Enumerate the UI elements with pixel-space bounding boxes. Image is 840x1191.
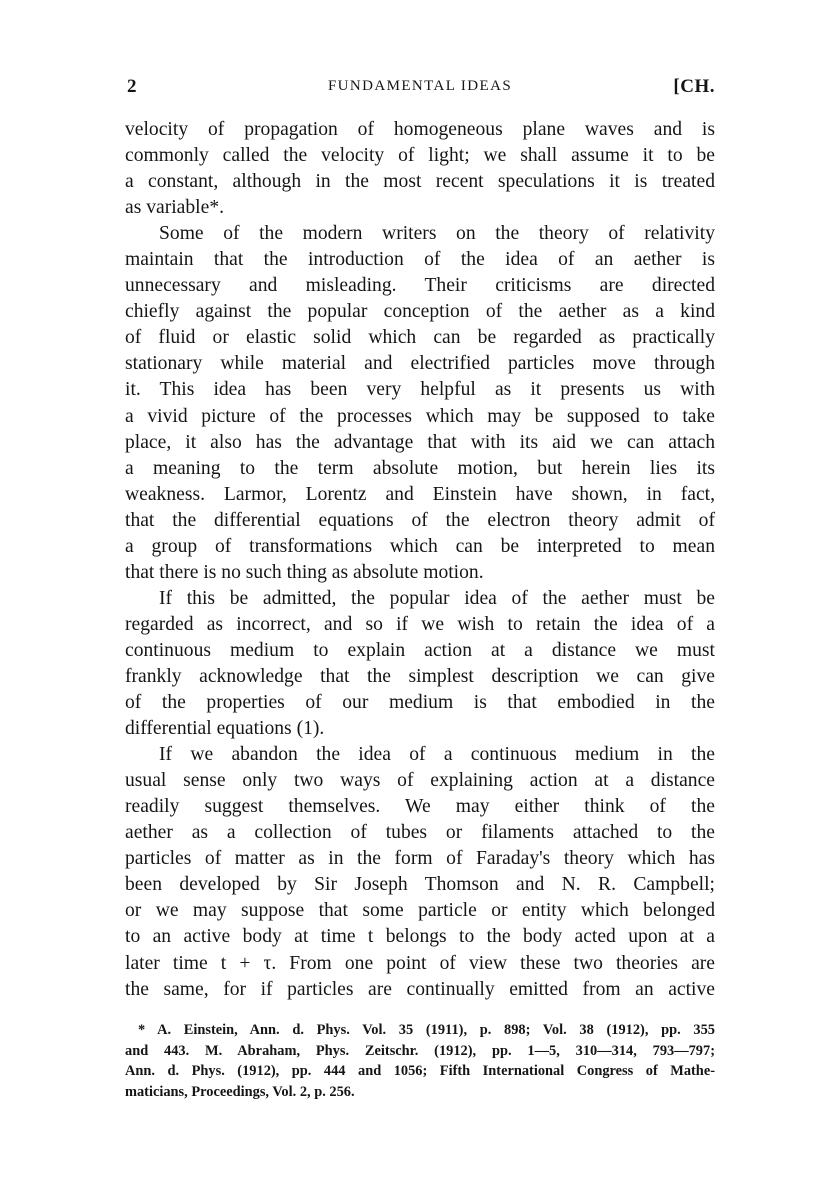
text-line: that there is no such thing as absolute motion.	[125, 561, 484, 583]
text-line: it. This idea has been very helpful as it presents us with	[125, 379, 715, 401]
footnote-line: maticians, Proceedings, Vol. 2, p. 256.	[125, 1083, 355, 1100]
footnote-line: and 443. M. Abraham, Phys. Zeitschr. (1912), pp. 1—5, 310—314, 793—797;	[125, 1042, 715, 1059]
text-line: a meaning to the term absolute motion, but herein lies its	[125, 457, 715, 479]
main-text	[125, 117, 715, 1003]
text-line: commonly called the velocity of light; we shall assume it to be	[125, 145, 715, 167]
text-line: unnecessary and misleading. Their criticisms are directed	[125, 275, 715, 297]
text-line: maintain that the introduction of the idea of an aether is	[125, 249, 715, 271]
text-line: place, it also has the advantage that with its aid we can attach	[125, 431, 715, 453]
text-line: regarded as incorrect, and so if we wish to retain the idea of a	[125, 613, 715, 635]
text-line: a group of transformations which can be interpreted to mean	[125, 535, 715, 557]
text-line: to an active body at time t belongs to the body acted upon at a	[125, 926, 715, 948]
footnote-line: * A. Einstein, Ann. d. Phys. Vol. 35 (1911), p. 898; Vol. 38 (1912), pp. 355	[138, 1022, 715, 1038]
text-line: or we may suppose that some particle or entity which belonged	[125, 900, 715, 922]
footnotes	[125, 1020, 715, 1102]
footnote-line: Ann. d. Phys. (1912), pp. 444 and 1056; Fifth International Congress of Mathe-	[125, 1063, 715, 1079]
text-line: the same, for if particles are continually emitted from an active	[125, 978, 715, 1000]
text-line: velocity of propagation of homogeneous plane waves and is	[125, 119, 715, 140]
text-line: aether as a collection of tubes or filaments attached to the	[125, 822, 715, 844]
chapter-mark: [CH.	[673, 76, 715, 97]
text-line: later time t + τ. From one point of view these two theories are	[125, 952, 715, 974]
running-title: FUNDAMENTAL IDEAS	[327, 78, 513, 94]
running-header	[125, 76, 715, 102]
text-line: weakness. Larmor, Lorentz and Einstein have shown, in fact,	[125, 483, 715, 505]
text-line: of the properties of our medium is that embodied in the	[125, 692, 715, 714]
text-line: Some of the modern writers on the theory of relativity	[159, 223, 715, 245]
text-line: as variable*.	[125, 197, 225, 219]
text-line: usual sense only two ways of explaining action at a distance	[125, 770, 715, 792]
page-number: 2	[127, 76, 137, 97]
text-line: differential equations (1).	[125, 718, 325, 740]
text-line: stationary while material and electrified particles move through	[125, 353, 715, 375]
text-line: of fluid or elastic solid which can be regarded as practically	[125, 327, 715, 349]
text-line: been developed by Sir Joseph Thomson and N. R. Campbell;	[125, 874, 715, 896]
text-line: readily suggest themselves. We may either think of the	[125, 796, 715, 818]
text-line: If this be admitted, the popular idea of the aether must be	[159, 587, 715, 609]
text-line: chiefly against the popular conception of the aether as a kind	[125, 301, 715, 323]
text-line: a constant, although in the most recent speculations it is treated	[125, 171, 715, 193]
text-line: a vivid picture of the processes which may be supposed to take	[125, 405, 715, 427]
text-line: If we abandon the idea of a continuous medium in the	[159, 744, 715, 766]
text-line: that the differential equations of the electron theory admit of	[125, 509, 715, 531]
text-line: frankly acknowledge that the simplest description we can give	[125, 665, 715, 687]
text-line: particles of matter as in the form of Faraday's theory which has	[125, 848, 715, 870]
text-line: continuous medium to explain action at a distance we must	[125, 639, 715, 661]
